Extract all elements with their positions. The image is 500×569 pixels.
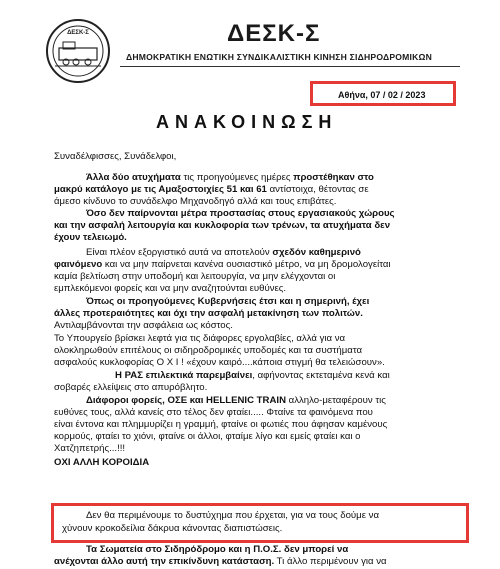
paragraph-line: Τα Σωματεία στο Σιδηρόδρομο και η Π.Ο.Σ. δεν μπορεί να — [86, 544, 349, 555]
paragraph-line: άμεσο κίνδυνο το συνάδελφο Μηχανοδηγό αλλά και τους επιβάτες. — [54, 196, 337, 207]
paragraph-line: Χατζηπετρής...!!! — [54, 443, 126, 454]
paragraph-line: Αντιλαμβάνονται την ασφάλεια ως κόστος. — [54, 320, 233, 331]
organization-name: ΔΕΣΚ-Σ — [227, 20, 321, 47]
paragraph-line: Όσο δεν παίρνονται μέτρα προστασίας στους εργασιακούς χώρους — [86, 208, 395, 219]
paragraph-line: ευθύνες τους, αλλά κανείς στο τέλος δεν φταίει..... Φταίνε τα φαινόμενα που — [54, 407, 373, 418]
paragraph-line: Είναι πλέον εξοργιστικό αυτά να αποτελούν σχεδόν καθημερινό — [86, 247, 361, 258]
paragraph-line: κορμούς, φταίει το χιόνι, φταίνε οι άλλοι, φταίμε λίγο και εμείς φταίει και ο — [54, 431, 361, 442]
paragraph-line: είναι έντονα και πλημμυρίζει η γραμμή, φταίνε οι φωτιές που άφησαν καμένους — [54, 419, 388, 430]
greeting: Συναδέλφισσες, Συνάδελφοι, — [54, 151, 177, 162]
logo-text: ΔΕΣΚ-Σ — [67, 30, 89, 36]
paragraph-line: και την ασφαλή λειτουργία και κυκλοφορία των τρένων, τα ατυχήματα δεν — [54, 220, 391, 231]
paragraph-line: φαινόμενο και να μην παίρνεται κανένα ουσιαστικό μέτρο, να μη δρομολογείται — [54, 259, 391, 270]
paragraph-line: ασφαλούς κυκλοφορίας Ο Χ Ι ! «έχουν καιρό....κάποια στιγμή θα τελειώσουν». — [54, 357, 385, 368]
paragraph-line: Όπως οι προηγούμενες Κυβερνήσεις έτσι και η σημερινή, έχει — [86, 296, 370, 307]
paragraph-line: σοβαρές ελλείψεις στο απυρόβλητο. — [54, 382, 208, 393]
highlighted-line: Δεν θα περιμένουμε το δυστύχημα που έρχεται, για να τους δούμε να — [86, 510, 379, 521]
paragraph-line: εμπλεκόμενοι φορείς και να μην αναζητούνται ευθύνες. — [54, 283, 287, 294]
section-heading: ΟΧΙ ΑΛΛΗ ΚΟΡΟΙΔΙΑ — [54, 457, 150, 468]
paragraph-line: άλλες προτεραιότητες και όχι την ασφαλή μετακίνηση των πολιτών. — [54, 308, 363, 319]
paragraph-line: καμία βελτίωση στην υποδομή και λειτουργία, να μην ελέγχονται οι — [54, 271, 336, 282]
paragraph-line: Το Υπουργείο βρίσκει λεφτά για τις διάφορες εργολαβίες, αλλά για να — [54, 333, 346, 344]
paragraph-highlight-box — [51, 503, 469, 543]
paragraph-line: έχουν τελειωμό. — [54, 232, 127, 243]
paragraph-line: Διάφοροι φορείς, ΟΣΕ και HELLENIC TRAIN αλληλο-μεταφέρουν τις — [86, 395, 386, 406]
paragraph-line: ολοκληρωθούν επιτέλους οι σιδηροδρομικές υποδομές και τα συστήματα — [54, 345, 363, 356]
organization-subtitle: ΔΗΜΟΚΡΑΤΙΚΗ ΕΝΩΤΙΚΗ ΣΥΝΔΙΚΑΛΙΣΤΙΚΗ ΚΙΝΗΣΗ ΣΙΔΗΡΟΔΡΟΜΙΚΩΝ — [126, 52, 433, 62]
paragraph-line: μακρύ κατάλογο με τις Αμαξοστοιχίες 51 και 61 αντίστοιχα, θέτοντας σε — [54, 184, 369, 195]
paragraph-line: Η ΡΑΣ επιλεκτικά παρεμβαίνει, αφήνοντας εκτεταμένα κενά και — [115, 370, 390, 381]
announcement-date: Αθήνα, 07 / 02 / 2023 — [338, 90, 426, 100]
paragraph-line: ανέχονται άλλο αυτή την επικίνδυνη κατάσταση. Τι άλλο περιμένουν για να — [54, 556, 387, 567]
highlighted-line: χύνουν κροκοδείλια δάκρυα κάνοντας διαπιστώσεις. — [62, 523, 283, 534]
document-title: ΑΝΑΚΟΙΝΩΣΗ — [156, 112, 338, 132]
paragraph-line: Άλλα δύο ατυχήματα τις προηγούμενες ημέρες προστέθηκαν στο — [86, 172, 374, 183]
